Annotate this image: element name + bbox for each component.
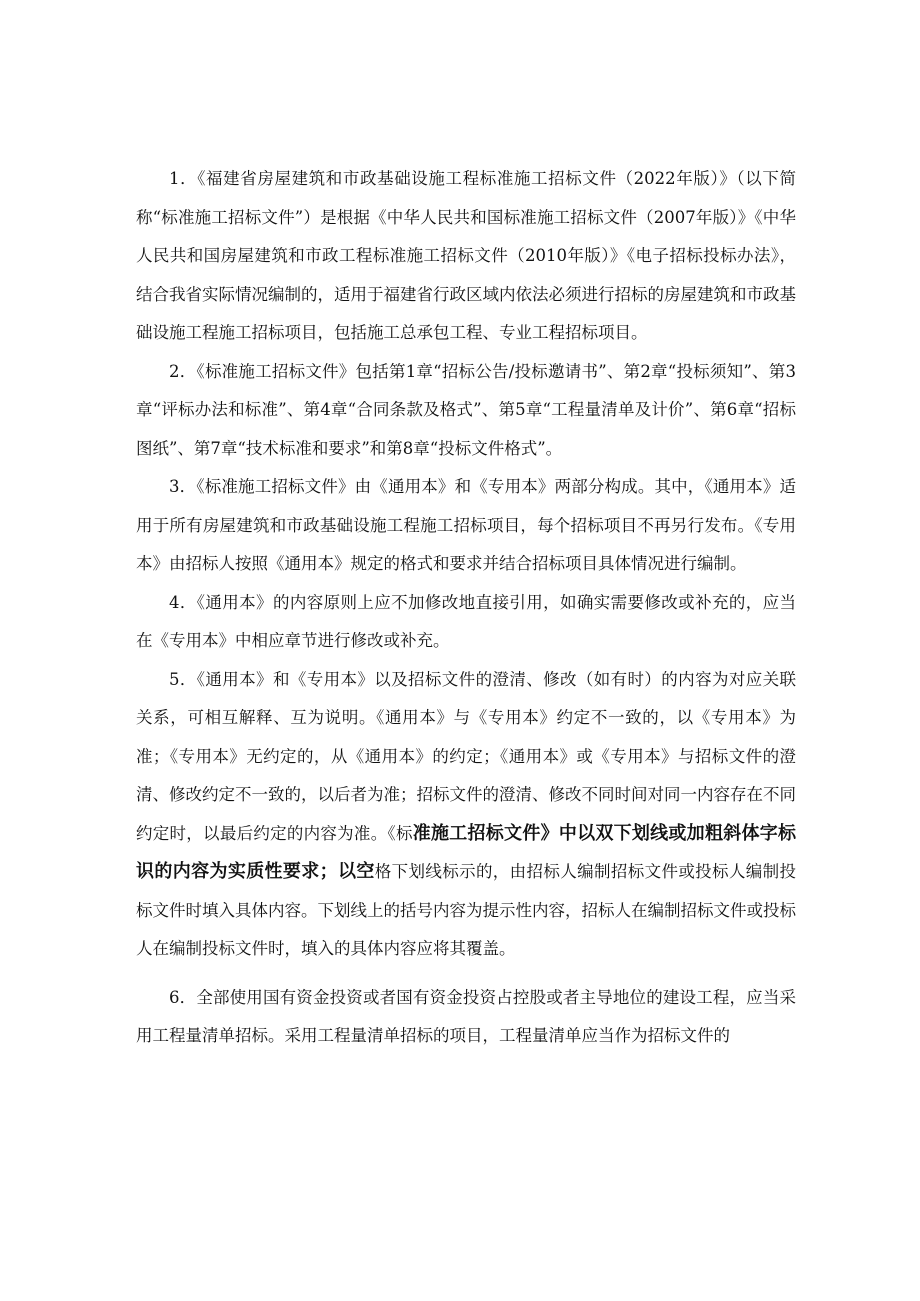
paragraph-5-emphasis: 准施工招标文件》中以双下划线或加粗斜体字标识的内容为实质性要求；以空: [136, 822, 797, 882]
paragraph-2: 2．《标准施工招标文件》包括第1章“招标公告/投标邀请书”、第2章“投标须知”、第3章“评标办法和标准”、第4章“合同条款及格式”、第5章“工程量清单及计价”、第6章“招标图纸”、第7章“技术标准和要求”和第8章“投标文件格式”。: [136, 361, 796, 458]
paragraph-5-text-b: 格下划线标示的，由招标人编制招标文件或投标人编制投标文件时填入具体内容。下划线上的括号内容为提示性内容，招标人在编制招标文件或投标人在编制投标文件时，填入的具体内容应将其覆盖。: [136, 862, 797, 958]
paragraph-4: 4．《通用本》的内容原则上应不加修改地直接引用，如确实需要修改或补充的，应当在《专用本》中相应章节进行修改或补充。: [136, 592, 796, 650]
paragraph-5-text-a: 5．《通用本》和《专用本》以及招标文件的澄清、修改（如有时）的内容为对应关联关系，可相互解释、互为说明。《通用本》与《专用本》约定不一致的，以《专用本》为准；《专用本》无约定的，从《通用本》的约定；《通用本》或《专用本》与招标文件的澄清、修改约定不一致的，以后者为准；招标文件的澄清、修改不同时间对同一内容存在不同约定时，以最后约定的内容为准。《标: [136, 669, 796, 843]
paragraph-6: 6．全部使用国有资金投资或者国有资金投资占控股或者主导地位的建设工程，应当采用工程量清单招标。采用工程量清单招标的项目，工程量清单应当作为招标文件的: [136, 987, 796, 1045]
paragraph-1: 1．《福建省房屋建筑和市政基础设施工程标准施工招标文件（2022年版）》（以下简称“标准施工招标文件”）是根据《中华人民共和国标准施工招标文件（2007年版）》《中华人民共和国房屋建筑和市政工程标准施工招标文件（2010年版）》《电子招标投标办法》，结合我省实际情况编制的，适用于福建省行政区域内依法必须进行招标的房屋建筑和市政基础设施工程施工招标项目，包括施工总承包工程、专业工程招标项目。: [136, 169, 796, 342]
document-body: [136, 160, 796, 1056]
paragraph-3: 3．《标准施工招标文件》由《通用本》和《专用本》两部分构成。其中，《通用本》适用于所有房屋建筑和市政基础设施工程施工招标项目，每个招标项目不再另行发布。《专用本》由招标人按照《通用本》规定的格式和要求并结合招标项目具体情况进行编制。: [136, 477, 796, 573]
paragraph-5: [136, 661, 796, 969]
